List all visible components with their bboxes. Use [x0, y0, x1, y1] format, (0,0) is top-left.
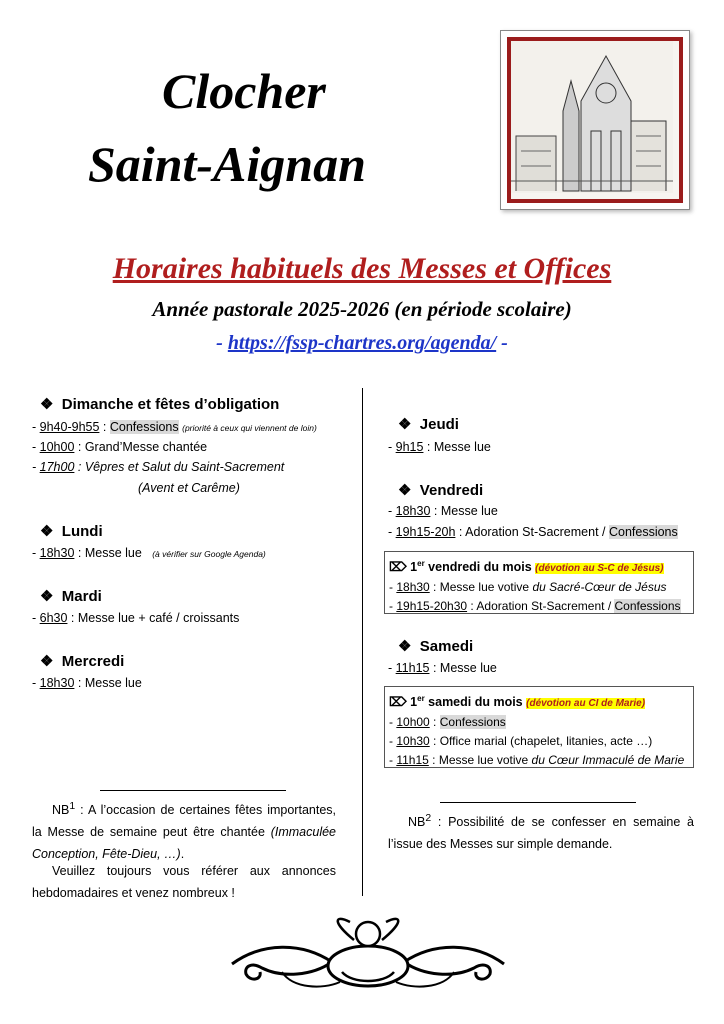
- dash: -: [389, 734, 397, 749]
- time: 9h15: [395, 440, 424, 454]
- dash: -: [32, 440, 40, 454]
- time: 18h30: [39, 676, 75, 690]
- dash: -: [388, 525, 396, 539]
- dash: -: [388, 504, 396, 518]
- dash: -: [389, 715, 397, 730]
- devotion-label: (dévotion au S-C de Jésus): [535, 563, 664, 575]
- bullet-icon: ❖: [398, 638, 412, 655]
- box-icon: ⌦: [389, 695, 407, 710]
- box-icon: ⌦: [389, 560, 407, 575]
- nb-text2: Veuillez toujours vous référer aux annonces hebdomadaires et venez nombreux !: [32, 864, 336, 900]
- footnote-rule-left: [100, 790, 286, 791]
- agenda-link-line: [0, 332, 724, 355]
- saturday-heading: [398, 637, 473, 655]
- text: : Messe lue: [74, 676, 142, 690]
- monday-heading: [40, 522, 103, 540]
- first-friday-title: [389, 554, 689, 578]
- title-sup: er: [417, 559, 425, 568]
- text-italic: du Cœur Immaculé de Marie: [531, 753, 685, 768]
- nb-sup: 2: [425, 813, 432, 824]
- bullet-icon: ❖: [398, 416, 412, 433]
- first-saturday-box: [384, 686, 694, 768]
- bullet-icon: ❖: [398, 482, 412, 499]
- first-saturday-line2: [389, 732, 689, 751]
- thursday-line: [388, 440, 491, 454]
- cherub-ornament-icon: [222, 912, 514, 996]
- saturday-title: Samedi: [419, 638, 474, 655]
- nb-text-end: .: [180, 847, 185, 862]
- text-italic: du Sacré-Cœur de Jésus: [532, 580, 667, 595]
- nb-label: NB: [408, 815, 426, 830]
- dash: -: [389, 753, 397, 768]
- confessions-label: Confessions: [614, 599, 681, 614]
- tuesday-heading: [40, 587, 102, 605]
- text: : Vêpres et Salut du Saint-Sacrement: [74, 460, 285, 474]
- text: :: [429, 715, 440, 730]
- nb-sup: 1: [69, 801, 76, 812]
- dash: -: [388, 440, 396, 454]
- dash: -: [388, 661, 396, 675]
- thursday-title: Jeudi: [419, 416, 459, 433]
- nb-text: : A l’occasion de certaines fêtes importantes, la Messe de semaine peut être chantée: [32, 803, 336, 840]
- devotion-label: (dévotion au CI de Marie): [526, 698, 646, 710]
- time: 11h15: [396, 753, 429, 768]
- text: : Grand’Messe chantée: [74, 440, 208, 454]
- title-sup: er: [417, 694, 425, 703]
- time: 11h15: [395, 661, 430, 675]
- sep: :: [99, 420, 110, 434]
- bullet-icon: ❖: [40, 653, 54, 670]
- nb-text-italic: (Immaculée Conception, Fête-Dieu, …): [32, 825, 336, 862]
- time: 18h30: [396, 580, 430, 595]
- text: : Messe lue votive: [429, 580, 533, 595]
- text: : Messe lue votive: [428, 753, 532, 768]
- agenda-link[interactable]: https://fssp-chartres.org/agenda/: [227, 332, 497, 354]
- time: 19h15-20h: [395, 525, 456, 539]
- dash: -: [389, 599, 397, 614]
- footnote-2: [388, 808, 694, 855]
- friday-title: Vendredi: [419, 482, 484, 499]
- footnote-rule-right: [440, 802, 636, 803]
- sunday-line2: [32, 440, 207, 454]
- agenda-dash-after: -: [501, 332, 508, 354]
- sunday-line1: [32, 420, 317, 434]
- nb-text: : Possibilité de se confesser en semaine à l’issue des Messes sur simple demande.: [388, 815, 694, 852]
- friday-heading: [398, 481, 483, 499]
- first-friday-line1: [389, 578, 689, 597]
- schedule-heading: Horaires habituels des Messes et Offices: [112, 252, 612, 285]
- text: : Messe lue + café / croissants: [67, 611, 240, 625]
- column-divider: [362, 388, 363, 896]
- note: (priorité à ceux qui viennent de loin): [182, 423, 317, 433]
- wednesday-heading: [40, 652, 124, 670]
- footnote-1: [32, 796, 336, 865]
- bullet-icon: ❖: [40, 523, 54, 540]
- dash: -: [32, 546, 40, 560]
- first-friday-line2: [389, 597, 689, 616]
- nb-label: NB: [52, 803, 70, 818]
- time: 10h30: [396, 734, 430, 749]
- bullet-icon: ❖: [40, 396, 54, 413]
- text: : Messe lue: [430, 504, 498, 518]
- time: 9h40-9h55: [39, 420, 100, 434]
- dash: -: [32, 676, 40, 690]
- title-pre: 1: [410, 695, 418, 710]
- first-saturday-line3: [389, 751, 689, 770]
- footnote-1-para2: [32, 860, 336, 904]
- monday-title: Lundi: [61, 523, 103, 540]
- saturday-line: [388, 661, 497, 675]
- title-pre: 1: [410, 560, 418, 575]
- wednesday-line: [32, 676, 142, 690]
- text: : Adoration St-Sacrement /: [455, 525, 609, 539]
- text: : Messe lue: [74, 546, 142, 560]
- church-picture: [500, 30, 690, 210]
- sunday-line3: [32, 460, 284, 474]
- dash: -: [32, 460, 40, 474]
- sunday-heading: [40, 395, 279, 413]
- dash: -: [32, 420, 40, 434]
- first-friday-box: [384, 551, 694, 614]
- time: 19h15-20h30: [396, 599, 468, 614]
- tuesday-line: [32, 611, 239, 625]
- sunday-title: Dimanche et fêtes d’obligation: [61, 396, 280, 413]
- bullet-icon: ❖: [40, 588, 54, 605]
- title-line2: Saint-Aignan: [88, 136, 366, 192]
- pastoral-year: Année pastorale 2025-2026 (en période scolaire): [152, 297, 572, 321]
- sunday-line3-cont: (Avent et Carême): [138, 481, 240, 495]
- agenda-dash-before: -: [216, 332, 223, 354]
- time: 17h00: [39, 460, 75, 474]
- wednesday-title: Mercredi: [61, 653, 125, 670]
- confessions-label: Confessions: [608, 525, 678, 539]
- time: 10h00: [39, 440, 75, 454]
- title-line1: Clocher: [162, 63, 326, 119]
- church-drawing-icon: [511, 41, 673, 193]
- tuesday-title: Mardi: [61, 588, 102, 605]
- title-post: samedi du mois: [424, 695, 523, 710]
- friday-line1: [388, 504, 498, 518]
- confessions-label: Confessions: [439, 715, 506, 730]
- time: 6h30: [39, 611, 68, 625]
- ornament: [222, 912, 514, 996]
- text: : Office marial (chapelet, litanies, acte …): [429, 734, 653, 749]
- thursday-heading: [398, 415, 459, 433]
- text: : Messe lue: [429, 661, 497, 675]
- dash: -: [32, 611, 40, 625]
- text: : Adoration St-Sacrement /: [467, 599, 615, 614]
- dash: -: [389, 580, 397, 595]
- time: 10h00: [396, 715, 430, 730]
- monday-line: [32, 546, 266, 560]
- time: 18h30: [395, 504, 431, 518]
- title-post: vendredi du mois: [424, 560, 532, 575]
- time: 18h30: [39, 546, 75, 560]
- confessions-label: Confessions: [109, 420, 179, 434]
- first-saturday-line1: [389, 713, 689, 732]
- note: (à vérifier sur Google Agenda): [152, 549, 266, 559]
- first-saturday-title: [389, 689, 689, 713]
- friday-line2: [388, 525, 678, 539]
- text: : Messe lue: [423, 440, 491, 454]
